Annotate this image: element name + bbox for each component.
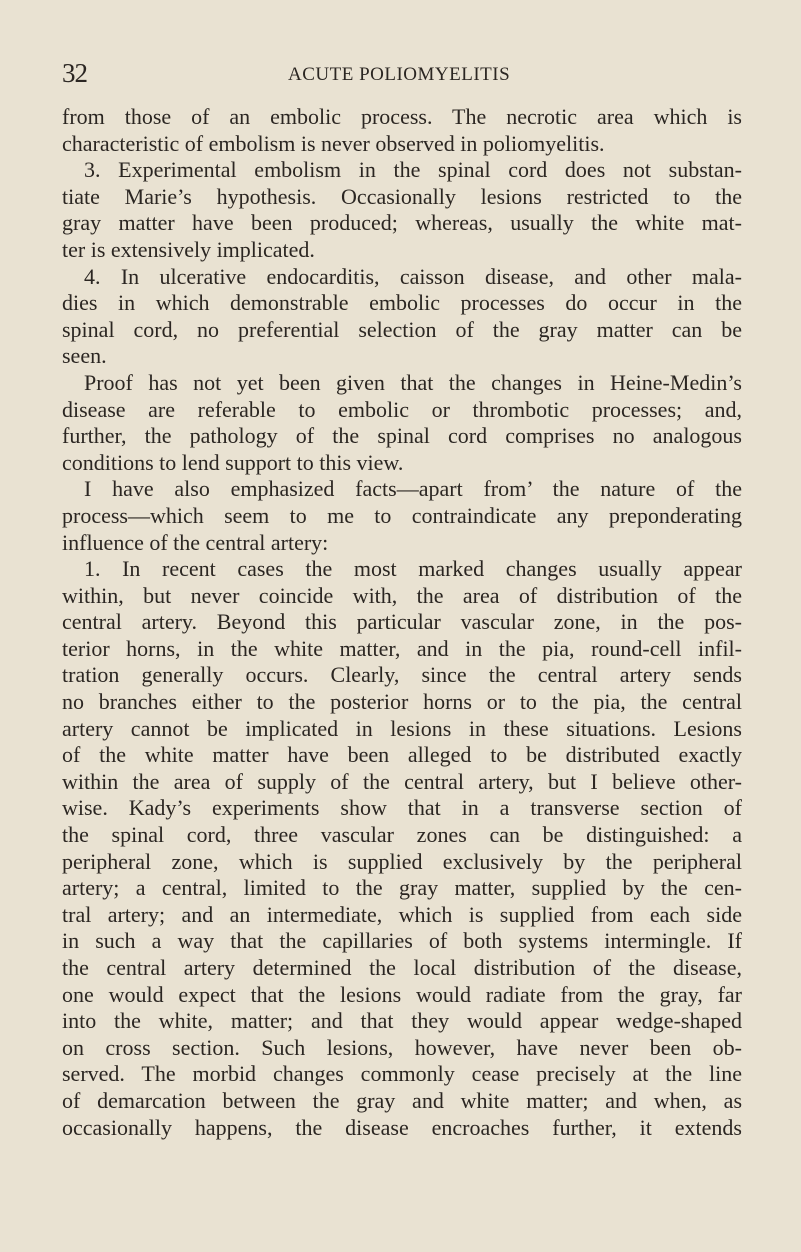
text-line: conditions to lend support to this view.: [62, 449, 404, 475]
text-line: 3. Experimental embolism in the spinal cord does not substan-: [84, 157, 742, 183]
text-line: in such a way that the capillaries of both systems intermingle. If: [62, 928, 742, 954]
text-line: spinal cord, no preferential selection of the gray matter can be: [62, 316, 742, 342]
text-line: peripheral zone, which is supplied exclusively by the peripheral: [62, 848, 742, 874]
text-line: served. The morbid changes commonly cease precisely at the line: [62, 1061, 742, 1087]
text-line: tration generally occurs. Clearly, since the central artery sends: [62, 662, 742, 688]
text-line: central artery. Beyond this particular vascular zone, in the pos-: [62, 609, 742, 635]
text-line: disease are referable to embolic or thrombotic processes; and,: [62, 396, 742, 422]
text-line: characteristic of embolism is never observed in poliomyelitis.: [62, 130, 605, 156]
text-line: tiate Marie’s hypothesis. Occasionally lesions restricted to the: [62, 183, 742, 209]
text-line: from those of an embolic process. The necrotic area which is: [62, 104, 742, 129]
text-line: of demarcation between the gray and white matter; and when, as: [62, 1087, 742, 1113]
text-line: process—which seem to me to contraindicate any preponderating: [62, 502, 742, 528]
text-line: gray matter have been produced; whereas, usually the white mat-: [62, 210, 742, 236]
text-line: into the white, matter; and that they would appear wedge-shaped: [62, 1008, 742, 1034]
text-line: I have also emphasized facts—apart from’ the nature of the: [84, 476, 742, 502]
text-line: of the white matter have been alleged to be distributed exactly: [62, 742, 742, 768]
page-header: [62, 58, 702, 98]
text-line: Proof has not yet been given that the changes in Heine-Medin’s: [84, 369, 742, 395]
text-line: the central artery determined the local distribution of the disease,: [62, 955, 742, 980]
text-line: wise. Kady’s experiments show that in a transverse section of: [62, 795, 742, 821]
text-line: 1. In recent cases the most marked changes usually appear: [84, 556, 742, 582]
text-line: terior horns, in the white matter, and in the pia, round-cell infil-: [62, 635, 742, 661]
text-line: artery; a central, limited to the gray matter, supplied by the cen-: [62, 875, 742, 901]
text-line: influence of the central artery:: [62, 529, 329, 555]
text-line: dies in which demonstrable embolic processes do occur in the: [62, 290, 742, 316]
running-head: ACUTE POLIOMYELITIS: [288, 64, 511, 85]
text-line: the spinal cord, three vascular zones can be distinguished: a: [62, 822, 742, 848]
text-line: within the area of supply of the central artery, but I believe other-: [62, 768, 742, 794]
text-line: artery cannot be implicated in lesions in these situations. Lesions: [62, 715, 742, 741]
text-line: 4. In ulcerative endocarditis, caisson disease, and other mala-: [84, 263, 742, 289]
text-line: further, the pathology of the spinal cord comprises no analogous: [62, 423, 742, 449]
page-number: 32: [62, 58, 87, 88]
text-line: seen.: [62, 343, 107, 369]
text-line: within, but never coincide with, the area of distribution of the: [62, 582, 742, 608]
text-line: ter is extensively implicated.: [62, 236, 315, 262]
text-line: no branches either to the posterior horns or to the pia, the central: [62, 689, 742, 715]
text-line: on cross section. Such lesions, however, have never been ob-: [62, 1034, 742, 1060]
text-line: occasionally happens, the disease encroaches further, it extends: [62, 1114, 742, 1140]
text-line: one would expect that the lesions would radiate from the gray, far: [62, 981, 742, 1007]
body-text: [62, 104, 742, 1141]
text-line: tral artery; and an intermediate, which is supplied from each side: [62, 901, 742, 927]
